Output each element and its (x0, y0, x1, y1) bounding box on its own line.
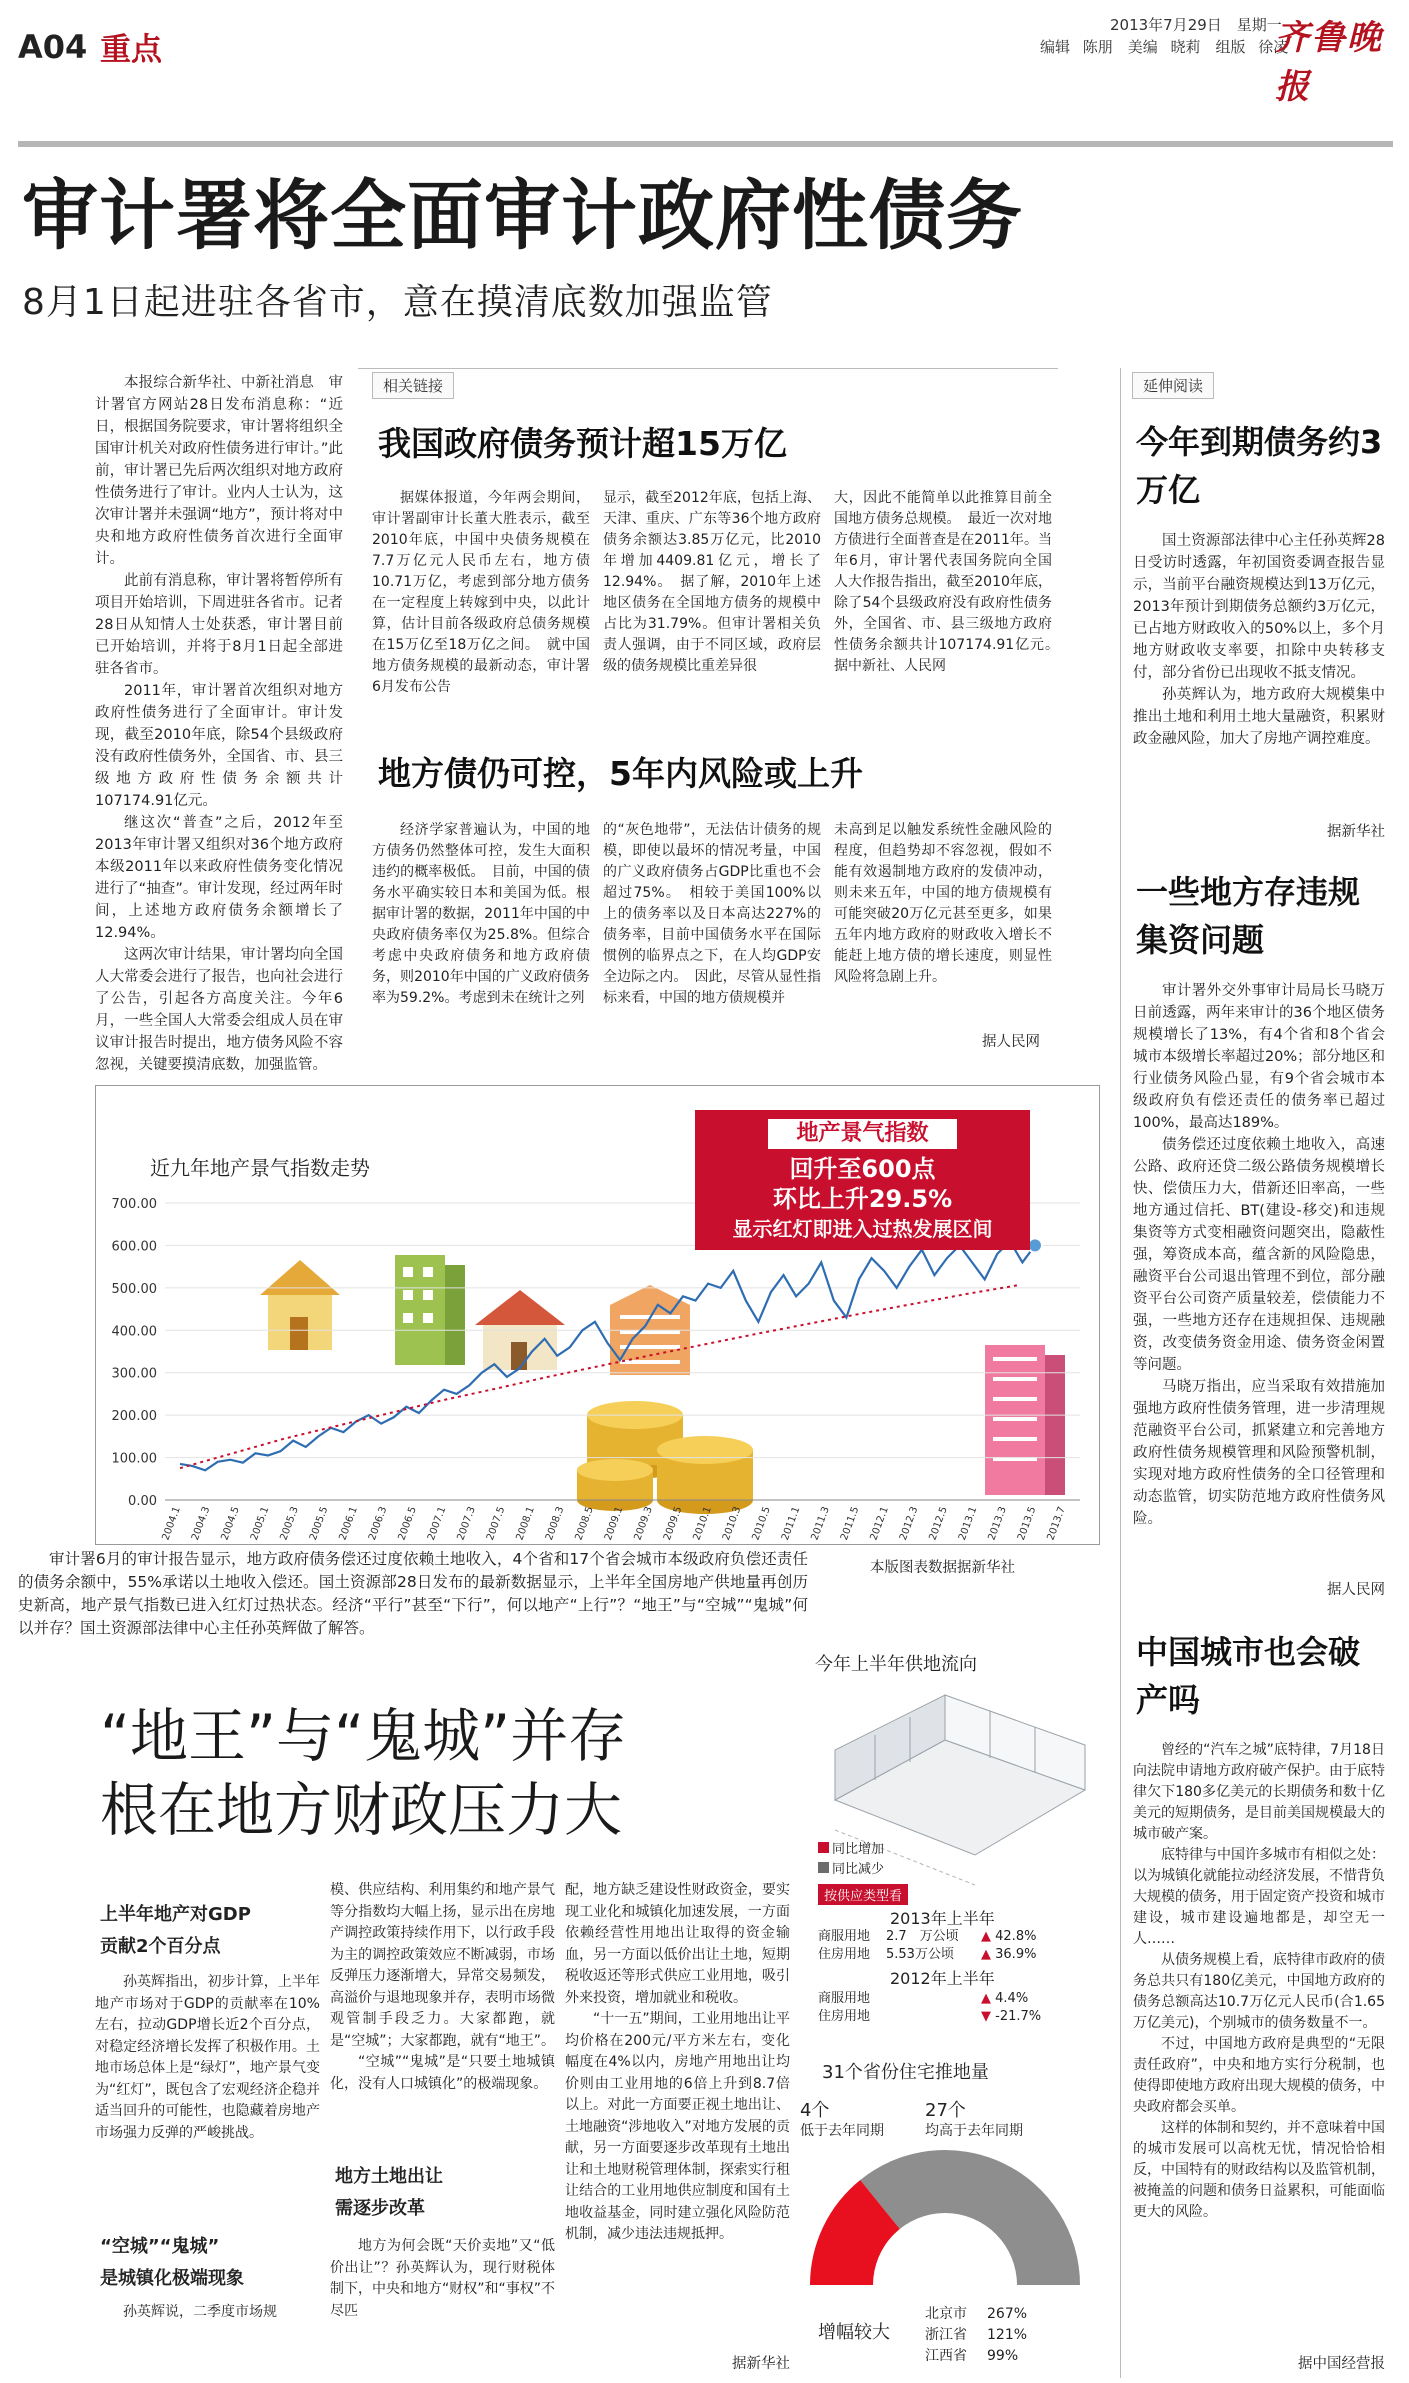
y-tick-label: 500.00 (111, 1281, 157, 1297)
related-tab: 相关链接 (372, 372, 454, 399)
legend-down: 同比减少 (832, 1862, 885, 1877)
right-article-2 (1133, 980, 1385, 1530)
supply-land-type: 商服用地 (818, 1929, 871, 1944)
related-col-4 (372, 820, 590, 1009)
y-tick-label: 100.00 (111, 1451, 157, 1467)
pie-city-name: 北京市 (925, 2306, 967, 2322)
y-tick-label: 0.00 (128, 1494, 157, 1509)
second-source: 据新华社 (732, 2356, 790, 2372)
main-subheadline: 8月1日起进驻各省市，意在摸清底数加强监管 (22, 282, 773, 323)
second-col-1 (95, 1972, 320, 2144)
page-number: A04 (18, 28, 88, 66)
supply-land-type: 商服用地 (818, 1991, 871, 2006)
supply-pct: 4.4% (995, 1991, 1029, 2006)
right-text: 底特律与中国许多城市有相似之处：以为城镇化就能拉动经济发展，不惜背负大规模的债务，用于固定资产投资和城市建设，城市建设遍地都是，却空无一人…… (1133, 1847, 1385, 1947)
second-col-3 (565, 1880, 790, 2246)
second-text: 模、供应结构、利用集约和地产景气等分指数均大幅上扬，显示出在房地产调控政策持续作用下，以行政手段为主的调控政策效应不断减弱，市场反弹压力逐渐增大，异常交易频发，高溢价与退地现象并存，表明市场微观管制手段乏力。大家都跑，就是“空城”；大家都跑，就有“地王”。 (330, 1882, 556, 2049)
header-rule (18, 141, 1393, 147)
right-text: 审计署外交外事审计局局长马晓万日前透露，两年来审计的36个地区债务规模增长了13%，有4个省和8个省会城市本级增长率超过20%；部分地区和行业债务风险凸显，有9个省会城市本级政府负有偿还责任的债务率已超过100%，最高达189%。 (1133, 983, 1385, 1131)
related-source: 据人民网 (982, 1034, 1040, 1050)
x-tick-label: 2012.5 (927, 1505, 950, 1542)
x-tick-label: 2004.1 (160, 1505, 183, 1542)
supply-land-type: 住房用地 (818, 2009, 871, 2024)
lead-paragraph: 本报综合新华社、中新社消息 审计署官方网站28日发布消息称：“近日，根据国务院要求，审计署将组织全国审计机关对政府性债务进行审计。”此前，审计署已先后两次组织对地方政府性债务进行了审计。业内人士认为，这次审计署并未强调“地方”，预计将对中央和地方政府性债务首次进行全面审计。 (95, 375, 343, 567)
x-tick-label: 2007.3 (455, 1505, 478, 1542)
pie-title: 31个省份住宅推地量 (822, 2062, 989, 2083)
pie-city-list (925, 2304, 1027, 2367)
supply-land-type: 住房用地 (818, 1947, 871, 1962)
callout-line-2: 环比上升29.5% (772, 1185, 953, 1213)
right-text: 孙英辉认为，地方政府大规模集中推出土地和利用土地大量融资，积累财政金融风险，加大了房地产调控难度。 (1133, 687, 1385, 747)
subhead-6: 需逐步改革 (335, 2198, 425, 2219)
supply-row (818, 1928, 1036, 1946)
x-tick-label: 2009.1 (603, 1505, 626, 1542)
right-text: 曾经的“汽车之城”底特律，7月18日向法院申请地方政府破产保护。由于底特律欠下180多亿美元的长期债务和数十亿美元的短期债务，是目前美国规模最大的城市破产案。 (1133, 1742, 1385, 1842)
pie-left-count: 4个 (800, 2100, 830, 2121)
lead-paragraph: 此前有消息称，审计署将暂停所有项目开始培训，下周进驻各省市。记者28日从知情人士处获悉，审计署目前已开始培训，并将于8月1日起全部进驻各省市。 (95, 573, 343, 677)
second-text: 地方为何会既“天价卖地”又“低价出让”？孙英辉认为，现行财税体制下，中央和地方“财权”和“事权”不尽匹 (330, 2238, 556, 2319)
supply-pct: -21.7% (995, 2009, 1042, 2024)
coin-stack (657, 1436, 753, 1514)
related-text: 经济学家普遍认为，中国的地方债务仍然整体可控，发生大面积违约的概率极低。 目前，中国的债务水平确实较日本和美国为低。根据审计署的数据，2011年中国的中央政府债务率仅为25.8%。但综合考虑中央政府债务和地方政府债务，则2010年中国的广义政府债务率为59.2%。考虑到未在统计之列 (372, 822, 590, 1006)
supply-row (818, 1946, 1036, 1964)
callout-line-1: 回升至600点 (789, 1155, 936, 1183)
related-title-2: 地方债仍可控，5年内风险或上升 (378, 754, 863, 793)
editor-credits: 编辑 陈朋 美编 晓莉 组版 徐凌 (1040, 38, 1289, 56)
related-col-6 (834, 820, 1052, 988)
related-title-1: 我国政府债务预计超15万亿 (378, 424, 787, 463)
x-tick-label: 2005.3 (278, 1505, 301, 1542)
x-tick-label: 2007.1 (426, 1505, 449, 1542)
supply-row (818, 2008, 1041, 2026)
supply-area: 2.7 万公顷 (886, 1929, 959, 1944)
subhead-4: 是城镇化极端现象 (100, 2268, 244, 2289)
house-illustration (260, 1260, 340, 1350)
x-tick-label: 2008.3 (544, 1505, 567, 1542)
lead-paragraph: 继这次“普查”之后，2012年至2013年审计署又组织对36个地方政府本级2011年以来政府性债务变化情况进行了“抽查”。审计发现，经过两年时间，上述地方政府债务余额增长了12.94%。 (95, 815, 343, 941)
index-callout (695, 1110, 1030, 1250)
x-tick-label: 2008.5 (573, 1505, 596, 1542)
x-tick-label: 2005.1 (249, 1505, 272, 1542)
supply-title: 今年上半年供地流向 (815, 1654, 977, 1675)
pie-left-label: 低于去年同期 (800, 2123, 884, 2139)
related-text: 的“灰色地带”，无法估计债务的规模，即使以最坏的情况考量，中国的广义政府债务占GDP比重也不会超过75%。 相较于美国100%以上的债务率以及日本高达227%的债务率，目前中国债务水平在国际惯例的临界点之下，在人均GDP安全边际之内。 因此，尽管从显性指标来看，中国的地方债规模并 (603, 822, 821, 1006)
x-tick-label: 2004.3 (190, 1505, 213, 1542)
x-tick-label: 2006.3 (367, 1505, 390, 1542)
x-tick-label: 2006.1 (337, 1505, 360, 1542)
subhead-5: 地方土地出让 (335, 2166, 443, 2187)
right-column-rule (1120, 368, 1121, 2378)
up-arrow-icon: ▲ (981, 1929, 991, 1944)
pie-city-row (925, 2304, 1027, 2325)
related-text: 显示，截至2012年底，包括上海、天津、重庆、广东等36个地方政府债务余额达3.85万亿元，比2010年增加4409.81亿元，增长了12.94%。 据了解，2010年上述地区债务在全国地方债务的规模中占比为31.79%。但审计署相关负责人强调，由于不同区域，政府层级的债务规模比重差异很 (603, 490, 821, 674)
y-tick-label: 700.00 (111, 1197, 157, 1212)
right-text: 不过，中国地方政府是典型的“无限责任政府”，中央和地方实行分税制，也使得即使地方政府出现大规模的债务，中央政府都会买单。 (1133, 2036, 1385, 2115)
related-text: 未高到足以触发系统性金融风险的程度，但趋势却不容忽视，假如不能有效遏制地方政府的发债冲动，则未来五年，中国的地方债规模有可能突破20万亿元甚至更多，如果五年内地方政府的财政收入增长不能赶上地方债的增长速度，则显性风险将急剧上升。 (834, 822, 1052, 985)
x-tick-label: 2010.1 (691, 1505, 714, 1542)
chart-note: 本版图表数据据新华社 (870, 1560, 1015, 1576)
second-col-2-tail (330, 2236, 555, 2322)
related-col-2 (603, 488, 821, 677)
right-source-2: 据人民网 (1327, 1582, 1385, 1598)
supply-year-2012: 2012年上半年 (890, 1969, 995, 1988)
supply-area: 5.53万公顷 (886, 1947, 954, 1962)
issue-date: 2013年7月29日 星期一 (1110, 16, 1282, 34)
related-rule (358, 368, 1058, 369)
x-tick-label: 2012.1 (868, 1505, 891, 1542)
pie-city-value: 267% (987, 2306, 1028, 2322)
right-title-1: 今年到期债务约3万亿 (1136, 423, 1383, 509)
related-text: 据媒体报道，今年两会期间，审计署副审计长董大胜表示，截至2010年底，中国中央债务规模在7.7万亿元人民币左右，地方债10.71万亿，考虑到部分地方债务在一定程度上转嫁到中央，以此计算，估计目前各级政府总债务规模在15万亿至18万亿之间。 就中国地方债务规模的最新动态，审计署6月发布公告 (372, 490, 590, 695)
x-tick-label: 2005.5 (308, 1505, 331, 1542)
lead-paragraph: 2011年，审计署首次组织对地方政府性债务进行了全面审计。审计发现，截至2010年底，除54个县级政府没有政府性债务外，全国省、市、县三级地方政府性债务余额共计107174.91亿元。 (95, 683, 343, 809)
y-tick-label: 600.00 (111, 1239, 157, 1255)
pie-right-count: 27个 (925, 2100, 966, 2121)
x-tick-label: 2009.5 (662, 1505, 685, 1542)
right-text: 这样的体制和契约，并不意味着中国的城市发展可以高枕无忧，情况恰恰相反，中国特有的财政结构以及监管机制，被掩盖的问题和债务日益累积，可能面临更大的风险。 (1133, 2120, 1385, 2220)
x-tick-label: 2010.3 (721, 1505, 744, 1542)
legend-up-swatch (818, 1842, 829, 1853)
chart-title: 近九年地产景气指数走势 (150, 1156, 370, 1180)
second-text: 孙英辉说，二季度市场规 (123, 2304, 277, 2320)
main-headline: 审计署将全面审计政府性债务 (22, 171, 1023, 260)
x-tick-label: 2011.5 (839, 1505, 862, 1542)
right-title-3: 中国城市也会破产吗 (1136, 1633, 1361, 1719)
right-article-1 (1133, 530, 1385, 750)
x-tick-label: 2011.1 (780, 1505, 803, 1542)
pie-right-label: 均高于去年同期 (925, 2123, 1023, 2139)
second-text: “十一五”期间，工业用地出让平均价格在200元/平方米左右，变化幅度在4%以内，房地产用地出让均价则由工业用地的6倍上升到8.7倍以上。对此一方面要正视土地出让、土地融资“涉地收入”对地方发展的贡献，另一方面要逐步改革现有土地出让和土地财税管理体制，探索实行租让结合的工业用地供应制度和国有土地收益基金，同时建立强化风险防范机制，减少违法违规抵押。 (565, 2011, 790, 2242)
second-col-2 (330, 1880, 555, 2095)
y-tick-label: 400.00 (111, 1324, 157, 1340)
related-col-1 (372, 488, 590, 698)
supply-year-2013: 2013年上半年 (890, 1909, 995, 1928)
building-illustration (985, 1345, 1065, 1495)
subhead-1: 上半年地产对GDP (100, 1904, 251, 1925)
right-text: 马晓万指出，应当采取有效措施加强地方政府性债务管理，进一步清理规范融资平台公司，抓紧建立和完善地方政府性债务规模管理和风险预警机制，实现对地方政府性债务的全口径管理和动态监管，切实防范地方政府性债务风险。 (1133, 1379, 1385, 1527)
newspaper-logo: 齐鲁晚报 (1275, 18, 1383, 107)
lead-article (95, 372, 343, 1076)
subhead-3: “空城”“鬼城” (100, 2236, 220, 2257)
down-arrow-icon: ▼ (981, 2009, 991, 2024)
pie-city-row (925, 2346, 1027, 2367)
chart-illustrations (260, 1255, 1065, 1514)
pie-city-value: 99% (987, 2348, 1019, 2364)
right-text: 国土资源部法律中心主任孙英辉28日受访时透露，年初国资委调查报告显示，当前平台融资规模达到13万亿元，2013年预计到期债务总额约3万亿元，已占地方财政收入的50%以上，多个月地方财政收支率要，扣除中央转移支付，部分省份已出现收不抵支情况。 (1133, 533, 1385, 681)
legend-down-swatch (818, 1862, 829, 1873)
pie-city-row (925, 2325, 1027, 2346)
second-text: “空城”“鬼城”是“只要土地城镇化，没有人口城镇化”的极端现象。 (330, 2054, 555, 2092)
building-illustration (395, 1255, 465, 1365)
x-tick-label: 2006.5 (396, 1505, 419, 1542)
right-source-1: 据新华社 (1327, 824, 1385, 840)
supply-pct: 42.8% (995, 1929, 1037, 1944)
x-tick-label: 2009.3 (632, 1505, 655, 1542)
supply-row (818, 1990, 1041, 2008)
pie-city-name: 江西省 (925, 2348, 967, 2364)
pie-caption: 增幅较大 (818, 2322, 890, 2343)
x-tick-label: 2011.3 (809, 1505, 832, 1542)
right-text: 从债务规模上看，底特律市政府的债务总共只有180亿美元，中国地方政府的债务总额高达10.7万亿元人民币(合1.65万亿美元)，个别城市的债务数量不一。 (1133, 1952, 1385, 2031)
related-col-5 (603, 820, 821, 1009)
second-headline-1: “地王”与“鬼城”并存 (100, 1702, 627, 1770)
x-tick-label: 2012.3 (898, 1505, 921, 1542)
x-tick-label: 2010.5 (750, 1505, 773, 1542)
x-tick-label: 2007.5 (485, 1505, 508, 1542)
y-tick-label: 300.00 (111, 1366, 157, 1382)
supply-pct: 36.9% (995, 1947, 1037, 1962)
x-tick-label: 2013.3 (986, 1505, 1009, 1542)
coin-stack (577, 1459, 653, 1511)
section-label: 重点 (100, 32, 162, 68)
second-col-1-tail (95, 2302, 320, 2324)
intro-text: 审计署6月的审计报告显示，地方政府债务偿还过度依赖土地收入，4个省和17个省会城市本级政府负偿还责任的债务余额中，55%承诺以土地收入偿还。国土资源部28日发布的最新数据显示，上半年全国房地产供地量再创历史新高，地产景气指数已进入红灯过热状态。经济“平行”甚至“下行”，何以地产“上行”？“地王”与“空城”“鬼城”何以并存？国土资源部法律中心主任孙英辉做了解答。 (18, 1550, 808, 1637)
x-tick-label: 2004.5 (219, 1505, 242, 1542)
legend-up: 同比增加 (832, 1842, 885, 1857)
up-arrow-icon: ▲ (981, 1947, 991, 1962)
supply-rows-2013 (818, 1928, 1036, 1964)
x-tick-label: 2013.7 (1045, 1505, 1068, 1542)
x-tick-label: 2013.1 (957, 1505, 980, 1542)
lead-paragraph: 这两次审计结果，审计署均向全国人大常委会进行了报告，也向社会进行了公告，引起各方高度关注。今年6月，一些全国人大常委会组成人员在审议审计报告时提出，地方债务风险不容忽视，关键要摸清底数，加强监管。 (95, 947, 343, 1073)
latest-point (1028, 1238, 1042, 1252)
extended-reading-tab: 延伸阅读 (1132, 372, 1214, 399)
pie-city-value: 121% (987, 2327, 1028, 2343)
x-tick-label: 2013.5 (1016, 1505, 1039, 1542)
right-title-2: 一些地方存违规集资问题 (1136, 873, 1361, 959)
up-arrow-icon: ▲ (981, 1991, 991, 2006)
x-tick-label: 2008.1 (514, 1505, 537, 1542)
callout-title: 地产景气指数 (765, 1116, 960, 1152)
second-headline-2: 根在地方财政压力大 (100, 1776, 623, 1844)
y-tick-label: 200.00 (111, 1409, 157, 1425)
right-article-3 (1133, 1740, 1385, 2223)
subhead-2: 贡献2个百分点 (100, 1936, 221, 1957)
second-text: 配，地方缺乏建设性财政资金，要实现工业化和城镇化加速发展，一方面依赖经营性用地出让取得的资金输血，另一方面以低价出让土地，短期税收返还等形式供应工业用地，吸引外来投资，增加就业和税收。 (565, 1882, 790, 2006)
second-text: 孙英辉指出，初步计算，上半年地产市场对于GDP的贡献率在10%左右，拉动GDP增长近2个百分点，对稳定经济增长发挥了积极作用。土地市场总体上是“绿灯”，地产景气变为“红灯”，既包含了宏观经济企稳并适当回升的可能性，也隐藏着房地产市场强力反弹的严峻挑战。 (95, 1974, 320, 2141)
right-source-3: 据中国经营报 (1298, 2356, 1385, 2372)
supply-rows-2012 (818, 1990, 1041, 2026)
related-text: 大，因此不能简单以此推算目前全国地方债务总规模。 最近一次对地方债进行全面普查是在2011年。当年6月，审计署代表国务院向全国人大作报告指出，截至2010年底，除了54个县级政府没有政府性债务外，全国省、市、县三级地方政府性债务余额共计107174.91亿元。 据中新社、人民网 (834, 490, 1066, 674)
callout-line-3: 显示红灯即进入过热发展区间 (732, 1217, 993, 1241)
pie-city-name: 浙江省 (925, 2327, 967, 2343)
supply-type-tag: 按供应类型看 (818, 1884, 908, 1905)
right-text: 债务偿还过度依赖土地收入，高速公路、政府还贷二级公路债务规模增长快、偿债压力大，借新还旧率高，一些地方通过信托、BT(建设-移交)和违规集资等方式变相融资问题突出，隐蔽性强，筹资成本高，蕴含新的风险隐患，融资平台公司退出管理不到位，部分融资平台公司资产质量较差，偿债能力不强，一些地方还存在违规担保、违规融资，改变债务资金用途、债务资金闲置等问题。 (1133, 1137, 1385, 1373)
second-intro (18, 1548, 808, 1640)
related-col-3 (834, 488, 1066, 677)
